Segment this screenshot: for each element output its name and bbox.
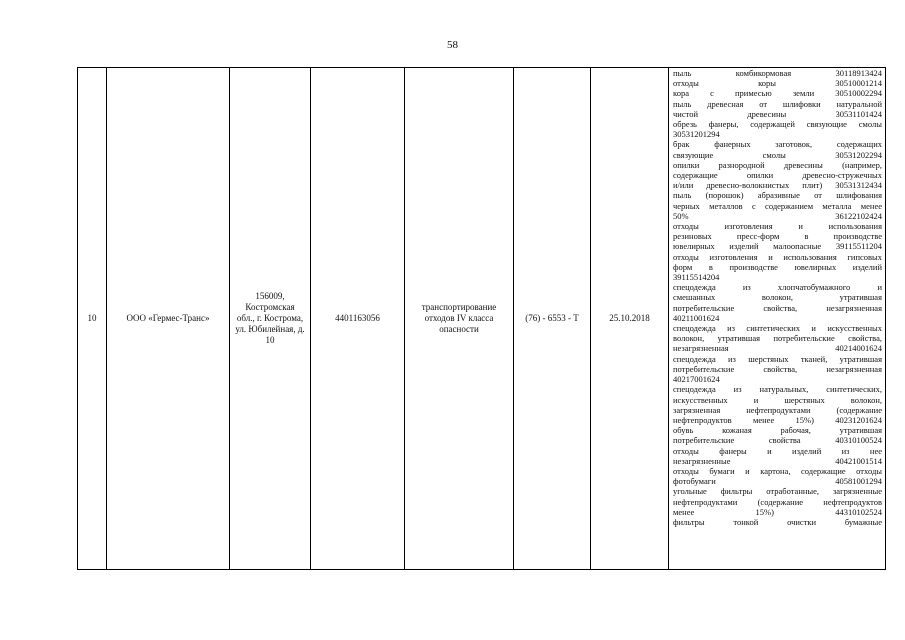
waste-line: нефтепродуктов менее 15%) 40231201624 [673,414,882,425]
waste-line: резиновых пресс-форм в производстве [673,231,882,242]
license-number: (76) - 6553 - Т [525,313,579,323]
waste-line: чистой древесины 30531101424 [673,108,882,119]
license-date: 25.10.2018 [609,313,650,323]
waste-line: брак фанерных заготовок, содержащих [673,139,882,150]
waste-line: незагрязненная 40214001624 [673,343,882,354]
activity-type [405,302,513,335]
waste-line: кора с примесью земли 30510002294 [673,88,882,99]
organization-cell [107,68,230,570]
waste-line: спецодежда из синтетических и искусственных [673,323,882,334]
waste-line: 40217001624 [673,374,720,385]
waste-line: отходы бумаги и картона, содержащие отходы [673,465,882,476]
waste-line: пыль комбикормовая 30118913424 [673,68,882,78]
waste-line: спецодежда из шерстяных тканей, утратившая [673,353,882,364]
waste-types-cell [669,68,886,570]
waste-line: потребительские свойства, незагрязненная [673,363,882,374]
table-row [78,68,886,570]
waste-line: незагрязненные 40421001514 [673,455,882,466]
activity-line: опасности [439,324,479,334]
waste-line: загрязненная нефтепродуктами (содержание [673,404,882,415]
license-registry-table [77,67,886,570]
waste-line: связующие смолы 30531202294 [673,149,882,160]
waste-types-list [669,68,885,568]
waste-line: угольные фильтры отработанные, загрязненные [673,486,882,497]
row-index: 10 [87,313,97,323]
license-date-cell [591,68,669,570]
waste-line: спецодежда из натуральных, синтетических, [673,384,882,395]
waste-line: отходы изготовления и использования [673,221,882,232]
waste-line: менее 15%) 44310102524 [673,506,882,517]
waste-line: нефтепродуктами (содержание нефтепродуктов [673,496,882,507]
address-line: ул. Юбилейная, д. 10 [235,324,305,345]
license-number-cell [514,68,591,570]
waste-line: волокон, утратившая потребительские свойства, [673,333,882,344]
address-line: обл., г. Кострома, [236,313,304,323]
waste-line: 40211001624 [673,312,720,323]
waste-line: 30531201294 [673,129,720,140]
row-index-cell [78,68,107,570]
waste-line: отходы фанеры и изделий из нее [673,445,882,456]
activity-line: отходов IV класса [424,313,494,323]
address [230,291,310,346]
waste-line: 39115514204 [673,272,720,283]
waste-line: потребительские свойства 40310100524 [673,435,882,446]
waste-line: 50% 36122102424 [673,210,882,221]
waste-line: обувь кожаная рабочая, утратившая [673,425,882,436]
waste-line: пыль (порошок) абразивные от шлифования [673,190,882,201]
inn: 4401163056 [335,313,380,323]
waste-line: фотобумаги 40581001294 [673,476,882,487]
waste-line: отходы коры 30510001214 [673,78,882,89]
address-line: 156009, Костромская [245,291,295,312]
waste-line: смешанных волокон, утратившая [673,292,882,303]
waste-line: опилки разнородной древесины (например, [673,159,882,170]
address-cell [230,68,311,570]
organization-name: ООО «Гермес-Транс» [126,313,210,323]
activity-line: транспортирование [421,302,497,312]
waste-line: черных металлов с содержанием металла менее [673,200,882,211]
waste-line: потребительские свойства, незагрязненная [673,302,882,313]
activity-cell [405,68,514,570]
waste-line: ювелирных изделий малоопасные 39115511204 [673,241,882,252]
page-number: 58 [447,39,458,51]
waste-line: обрезь фанеры, содержащей связующие смолы [673,119,882,130]
waste-line: фильтры тонкой очистки бумажные [673,516,882,527]
waste-line: и/или древесно-волокнистых плит) 30531312434 [673,180,882,191]
waste-line: пыль древесная от шлифовки натуральной [673,98,882,109]
waste-line: форм в производстве ювелирных изделий [673,261,882,272]
waste-line: искусственных и шерстяных волокон, [673,394,882,405]
waste-line: спецодежда из хлопчатобумажного и [673,282,882,293]
waste-line: отходы изготовления и использования гипсовых [673,251,882,262]
waste-line: содержащие опилки древесно-стружечных [673,170,882,181]
inn-cell [311,68,405,570]
